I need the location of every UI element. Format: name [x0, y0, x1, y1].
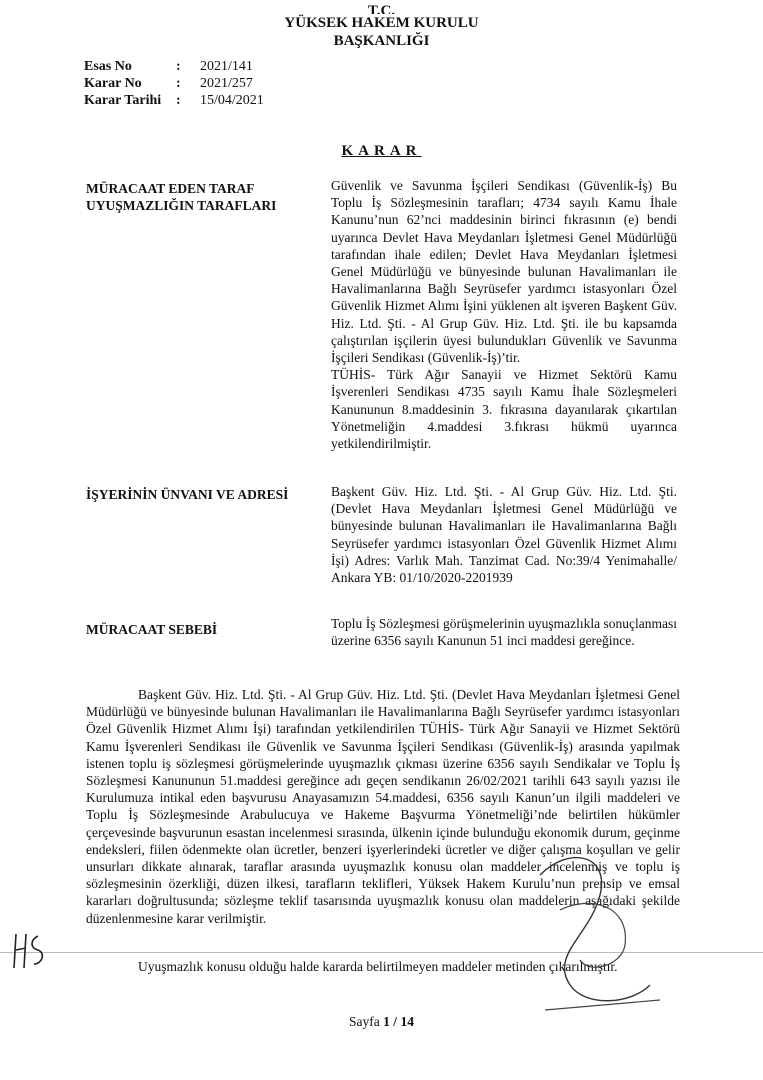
isyeri-text: Başkent Güv. Hiz. Ltd. Şti. - Al Grup Güv. Hiz. Ltd. Şti. (Devlet Hava Meydanları İşletmesi Genel Müdürlüğü ve bünyesinde bulunan Havalimanları ile Havalimanlarına Bağlı Seyrüsefer yardımcı istasyonları Özel Güvenlik Hizmet Alımı İşi) Adres: Varlık Mah. Tanzimat Cad. No:39/4 Yenimahalle/ Ankara YB: 01/10/2020-2201939 [331, 484, 677, 586]
footnote: Uyuşmazlık konusu olduğu halde kararda belirtilmeyen maddeler metinden çıkarılmıştır. [138, 959, 618, 974]
header-institution: YÜKSEK HAKEM KURULU [284, 15, 479, 31]
esas-value: 2021/141 [200, 59, 253, 74]
karar-no-row [84, 75, 264, 92]
page-total: 14 [400, 1014, 414, 1029]
page-current: 1 [383, 1014, 390, 1029]
page-slash: / [393, 1014, 398, 1029]
isyeri-label: İŞYERİNİN ÜNVANI VE ADRESİ [86, 487, 289, 502]
margin-signature [530, 835, 670, 1030]
esas-label: Esas No [84, 59, 132, 74]
esas-colon: : [176, 59, 181, 74]
karar-no-colon: : [176, 76, 181, 91]
page-word: Sayfa [349, 1014, 380, 1029]
karar-no-value: 2021/257 [200, 76, 253, 91]
document-header [0, 4, 763, 50]
muracaat-eden-taraf-label: MÜRACAAT EDEN TARAF [86, 181, 255, 196]
header-office: BAŞKANLIĞI [333, 33, 430, 49]
taraflar-paragraph-1: Güvenlik ve Savunma İşçileri Sendikası (Güvenlik-İş) Bu Toplu İş Sözleşmesinin tarafları; 4734 sayılı Kamu İhale Kanunu’nun 62’nci maddesinin birinci fıkrasının (e) bendi uyarınca Devlet Hava Meydanları İşletmesi Genel Müdürlüğü tarafından ihale edilen; Devlet Hava Meydanları İşletmesi Genel Müdürlüğü ve bünyesinde bulunan Havalimanları ile Havalimanlarına Bağlı Seyrüsefer yardımcı istasyonları Özel Güvenlik Hizmet Alımı İşini yüklenen alt işveren Başkent Güv. Hiz. Ltd. Şti. - Al Grup Güv. Hiz. Ltd. Şti. ile bu kapsamda çalıştırılan işçilerin üyesi bulundukları Güvenlik ve Savunma İşçileri Sendikası (Güvenlik-İş)’tir. [331, 178, 677, 366]
esas-row [84, 58, 264, 75]
case-meta [84, 58, 264, 109]
page-number [0, 1014, 763, 1030]
muracaat-sebebi-text: Toplu İş Sözleşmesi görüşmelerinin uyuşmazlıkla sonuçlanması üzerine 6356 sayılı Kanunun 51 inci maddesi gereğince. [331, 616, 677, 649]
document-title: KARAR [341, 143, 422, 159]
taraflar-text [331, 177, 677, 452]
uyusmazligin-taraflari-label: UYUŞMAZLIĞIN TARAFLARI [86, 198, 277, 213]
karar-tarihi-value: 15/04/2021 [200, 93, 264, 108]
karar-tarihi-colon: : [176, 93, 181, 108]
decision-body: Başkent Güv. Hiz. Ltd. Şti. - Al Grup Güv. Hiz. Ltd. Şti. (Devlet Hava Meydanları İşletmesi Genel Müdürlüğü ve bünyesinde bulunan Havalimanları ile Havalimanlarına Bağlı Seyrüsefer yardımcı istasyonları Özel Güvenlik Hizmet Alımı İşi) tarafından yetkilendirilen TÜHİS- Türk Ağır Sanayii ve Hizmet Sektörü Kamu İşverenleri Sendikası ile Güvenlik ve Savunma İşçileri Sendikası (Güvenlik-İş) arasında yapılmak istenen toplu iş sözleşmesi görüşmelerinde uyuşmazlık çıkması üzerine 6356 sayılı Sendikalar ve Toplu İş Sözleşmesi Kanununun 51.maddesi gereğince adı geçen sendikanın 26/02/2021 tarihli 643 sayılı yazısı ile Kurulumuza intikal eden başvurusu Anayasamızın 54.maddesi, 6356 sayılı Kanun’un ilgili maddeleri ve Toplu İş Sözleşmesinde Arabulucuya ve Hakeme Başvurma Yönetmeliği’nde belirtilen hükümler çerçevesinde başvurunun esastan incelenmesi sırasında, ülkenin içinde bulunduğu ekonomik durum, geçinme endeksleri, fiilen ödenmekte olan ücretler, benzeri işyerlerindeki ücretler ve diğer çalışma koşulları ve gelir unsurları dikkate alınarak, taraflar arasında uyuşmazlık konusu olan maddeler incelenmiş ve toplu iş sözleşmesinin özerkliği, düzen ilkesi, tarafların teklifleri, Yüksek Hakem Kurulu’nun prensip ve emsal kararları doğrultusunda; sözleşme teklif tasarısında uyuşmazlık konusu olan maddelerin aşağıdaki şekilde düzenlenmesine karar verilmiştir. [86, 687, 680, 926]
muracaat-sebebi-label: MÜRACAAT SEBEBİ [86, 622, 218, 637]
taraflar-paragraph-2: TÜHİS- Türk Ağır Sanayii ve Hizmet Sektörü Kamu İşverenleri Sendikası 4735 sayılı Kamu İhale Sözleşmeleri Kanununun 8.maddesinin 3. fıkrasına dayanılarak çıkartılan Yönetmeliğin 4.maddesi 3.fıkrası hükmü uyarınca yetkilendirilmiştir. [331, 367, 677, 452]
karar-no-label: Karar No [84, 76, 142, 91]
header-tc: T.C. [367, 4, 396, 14]
initials-signature [8, 930, 48, 977]
karar-tarihi-row [84, 92, 264, 109]
karar-tarihi-label: Karar Tarihi [84, 93, 162, 108]
